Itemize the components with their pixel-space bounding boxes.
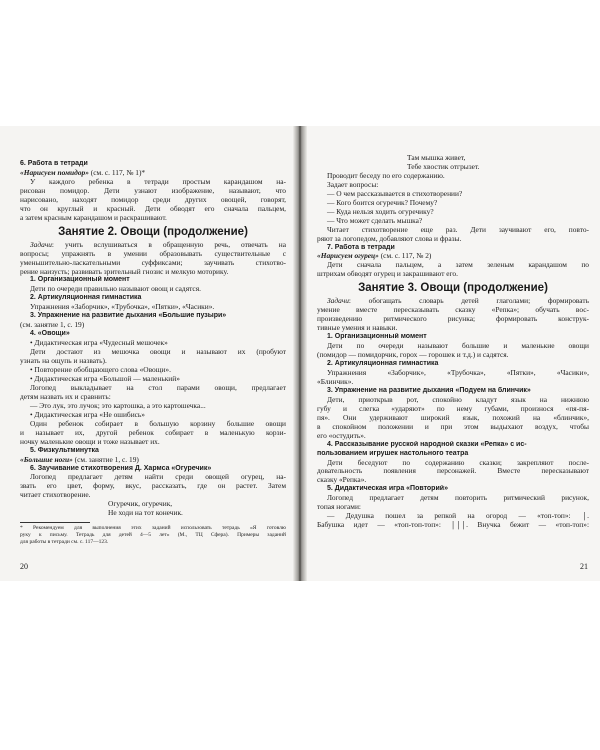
footnote-rule (20, 522, 90, 523)
text-line: Упражнения «Заборчик», «Трубочка», «Пятки», «Часики». (30, 303, 215, 312)
task-reference: (см. занятие 1, с. 19) (72, 455, 139, 464)
section-heading: 2. Артикуляционная гимнастика (30, 294, 142, 302)
left-page-text (20, 160, 286, 546)
poem-line: Огуречик, огуречик, (108, 500, 173, 509)
text-line: Дети, приоткрыв рот, спокойно кладут язык на нижнюю (327, 395, 589, 404)
text-line: Читает стихотворение еще раз. Дети заучивают его, повто- (327, 225, 589, 234)
book-gutter (293, 126, 307, 581)
page-number-right: 21 (580, 562, 588, 571)
text-line: Дети по очереди правильно называют овощ и садятся. (30, 285, 201, 294)
text-line: Логопед выкладывает на стол парами овощи, предлагает (30, 383, 286, 392)
task-line (20, 456, 286, 465)
task-title: «Большие ноги» (20, 455, 73, 464)
task-reference: (см. с. 117, № 1)* (88, 168, 146, 177)
text-line: Задачи: учить вслушиваться в обращенную речь, отвечать на (30, 240, 286, 249)
section-heading: пользованием игрушек настольного театра (317, 449, 469, 457)
section-heading: 3. Упражнение на развитие дыхания «Подуем на блинчик» (327, 386, 531, 394)
text-line: штрихам обводят огурец и закрашивают его. (317, 270, 458, 279)
poem-line: Там мышка живет, (407, 154, 466, 162)
goals-label: Задачи (327, 297, 349, 306)
text-line: пя». Они удерживают широкий язык, похожий на «блинчик», (317, 413, 589, 422)
text-line: рение наизусть; развивать зрительный гнозис и мелкую моторику. (20, 267, 229, 276)
text-line: У каждого ребенка в тетради простым карандашом на- (30, 177, 286, 186)
lesson-heading: Занятие 3. Овощи (продолжение) (358, 282, 548, 295)
text-line: звать его цвет, форму, вкус, рассказать, где он растет. Затем (20, 482, 286, 491)
text-line: • Дидактическая игра «Не ошибись» (30, 410, 145, 419)
task-title: «Нарисуем помидор» (20, 168, 89, 177)
section-heading: 4. «Овощи» (30, 330, 70, 338)
task-reference: (см. с. 117, № 2) (378, 252, 432, 261)
text-line: Дети достают из мешочка овощи и называют их (пробуют (30, 348, 286, 357)
text-line: — Что может сделать мышка? (327, 216, 423, 225)
section-heading: 6. Заучивание стихотворения Д. Хармса «Огуречик» (30, 464, 212, 472)
text-line: сказку «Репка». (317, 476, 367, 485)
text-line: в спокойном положении и при этом выдыхают воздух, чтобы (317, 422, 589, 431)
text-line: — Дедушка пошел за репкой на огород — «топ-топ»: │. (327, 512, 589, 521)
text-line: (см. занятие 1, с. 19) (20, 321, 85, 330)
text-line: детям назвать их и сравнить: (20, 392, 111, 401)
text-line: Задачи: обогащать словарь детей глаголами; формировать (327, 297, 589, 306)
section-heading: 5. Дидактическая игра «Повторий» (327, 485, 448, 493)
text-line: читает стихотворение. (20, 491, 91, 500)
task-line (20, 169, 286, 178)
section-heading: 3. Упражнение на развитие дыхания «Большие пузыри» (30, 312, 227, 320)
text-line: умение вместе пересказывать сказку «Репка»; обучать вос- (317, 306, 589, 315)
text-line: ночку маленькие овощи и тоже называет их. (20, 437, 160, 446)
text-line: Логопед предлагает детям повторить ритмический рисунок, (327, 494, 589, 503)
text-line: топая ногами: (317, 503, 361, 512)
section-heading: 5. Физкультминутка (30, 446, 99, 454)
text-line: что он круглый и красный. Дети обводят его сначала пальцем, (20, 204, 286, 213)
section-heading: 1. Организационный момент (30, 276, 130, 284)
text-line: • Дидактическая игра «Чудесный мешочек» (30, 339, 168, 348)
section-heading: 1. Организационный момент (327, 333, 427, 341)
text-line: «Блинчик». (317, 377, 354, 386)
text-line: • Дидактическая игра «Большой — маленький» (30, 374, 180, 383)
text-line: узнать на ощупь и назвать). (20, 357, 107, 366)
section-heading: 4. Рассказывание русской народной сказки «Репка» с ис- (327, 440, 527, 448)
text-line: Один ребенок собирает в большую корзину большие овощи (30, 419, 286, 428)
text-line: а затем красным карандашом и раскрашивают. (20, 213, 167, 222)
text-line: — О чем рассказывается в стихотворении? (327, 189, 463, 198)
text-line: тивные умения и навыки. (317, 324, 398, 333)
poem-line: Не ходи на тот конечик. (108, 509, 183, 518)
right-page-text (317, 154, 589, 530)
text-line: Задает вопросы: (327, 180, 379, 189)
task-title: «Нарисуем огурец» (317, 252, 379, 261)
right-page (303, 126, 600, 581)
section-heading: 2. Артикуляционная гимнастика (327, 360, 439, 368)
lesson-heading: Занятие 2. Овощи (продолжение) (58, 225, 248, 238)
left-page (0, 126, 297, 581)
text-line: Дети по очереди называют большие и маленькие овощи (327, 342, 589, 351)
book-spread (0, 126, 600, 581)
text-line: • Повторение обобщающего слова «Овощи». (30, 366, 171, 375)
text-line: — Куда нельзя ходить огуречику? (327, 207, 434, 216)
text-line: рисован помидор. Дети узнают изображение, называют, что (20, 186, 286, 195)
text-line: Бабушка идет — «топ-топ-топ»: │││. Внучка бежит — «топ-топ»: (317, 521, 589, 530)
text-line: довательность появления персонажей. Вместе пересказывают (317, 467, 589, 476)
text-line: уменьшительно-ласкательными суффиксами; заучивать стихотво- (20, 258, 286, 267)
text-line: ряют за логопедом, добавляют слова и фразы. (317, 234, 462, 243)
text-line: — Кого боится огуречик? Почему? (327, 198, 438, 207)
task-line (317, 252, 589, 261)
footnote-line: * Рекомендуем для выполнения этих заданий использовать тетрадь «Я готовлю (20, 525, 286, 532)
text-line: Логопед предлагает детям найти среди овощей огурец, на- (30, 473, 286, 482)
text-line: Упражнения «Заборчик», «Трубочка», «Пятки», «Часики», (327, 368, 589, 377)
goals-label: Задачи (30, 240, 52, 249)
text-line: (помидор — помидорчик, горох — горошек и т.д.) и садятся. (317, 351, 509, 360)
text-line: его «остудить». (317, 431, 366, 440)
footnote-line: руку к письму. Тетрадь для детей 4—5 лет» (М., ТЦ Сфера). Примеры заданий (20, 532, 286, 539)
text-line: нарисовано, находят помидор среди других овощей, говорят, (20, 195, 286, 204)
text-line: Проводит беседу по его содержанию. (327, 171, 445, 180)
text-line: произведению ритмического рисунка; формировать конструк- (317, 315, 589, 324)
text-line: и называет их, другой ребенок собирает в маленькую корзи- (20, 428, 286, 437)
page-number-left: 20 (20, 562, 28, 571)
text-line: Дети сначала пальцем, а затем зеленым карандашом по (327, 261, 589, 270)
text-line: Дети беседуют по содержанию сказки; закрепляют после- (327, 458, 589, 467)
poem-line: Тебе хвостик отгрызет. (407, 162, 480, 171)
footnote-line: для работы в тетради см. с. 117—123. (20, 539, 109, 546)
text-line: вопросы; упражнять в умении образовывать существительные с (20, 249, 286, 258)
section-heading: 7. Работа в тетради (327, 243, 395, 251)
text-line: губу и слегка «ударяют» по нему губами, произнося «пя-пя- (317, 404, 589, 413)
text-line: — Это лук, это лучок; это картошка, а это картошечка... (30, 401, 206, 410)
section-heading: 6. Работа в тетради (20, 160, 88, 167)
